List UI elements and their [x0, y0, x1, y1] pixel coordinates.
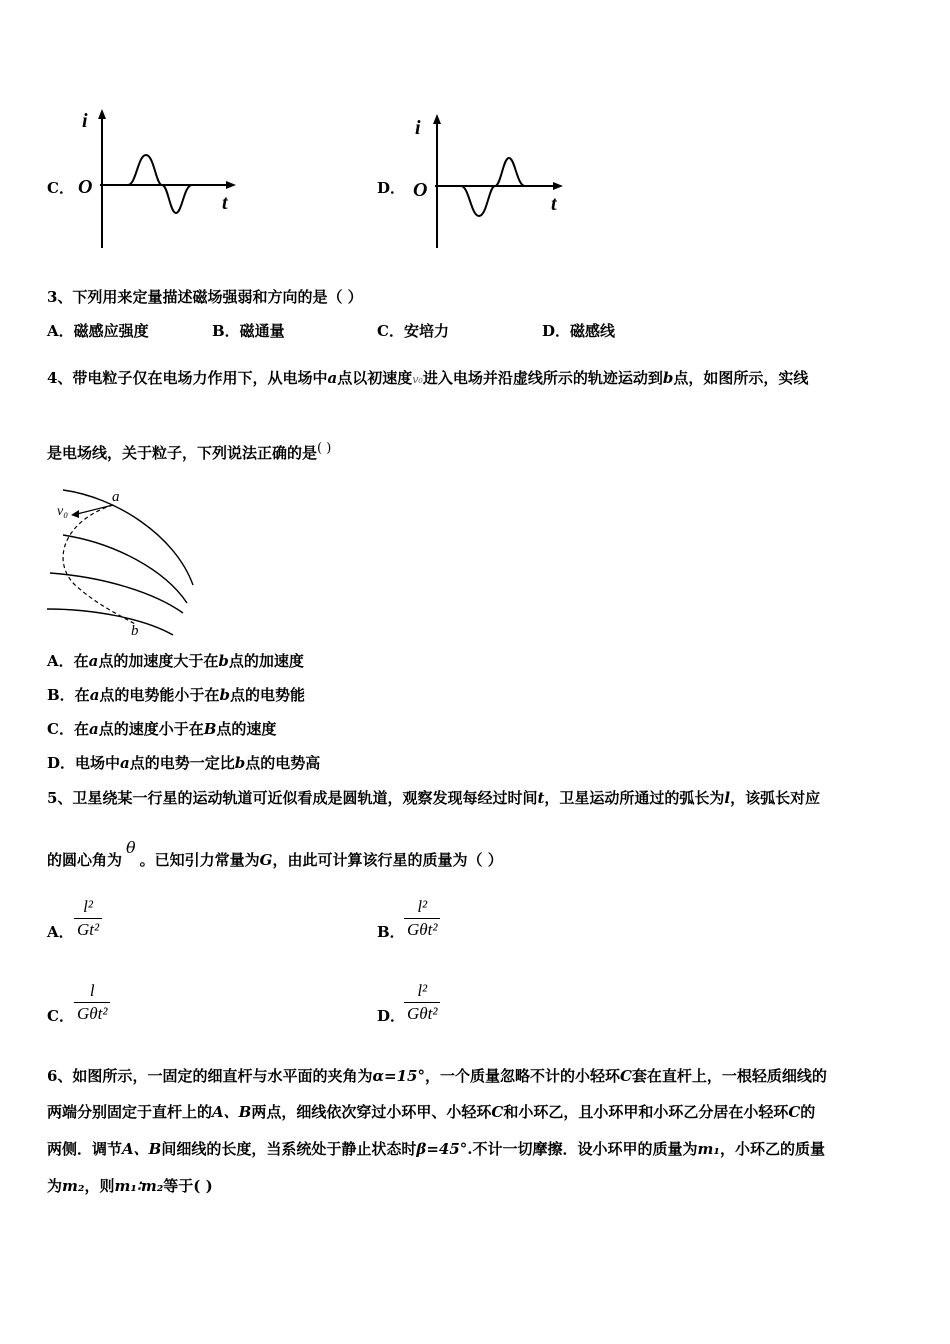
q5-l1-post: ，该弧长对应 [730, 789, 821, 807]
q4-option-c [47, 718, 276, 739]
graph-c-origin: O [78, 176, 93, 198]
graph-d-axis-i: i [415, 117, 421, 139]
fig-label-a: a [112, 489, 120, 505]
q3-stem: 3、下列用来定量描述磁场强弱和方向的是（ ） [47, 288, 363, 306]
q4-d-post: 点的电势高 [245, 754, 321, 772]
q4-d-var-b: b [234, 754, 246, 772]
q6-l2-mid: 两点，细线依次穿过小环甲、小轻环 [251, 1103, 492, 1121]
q4-option-a [47, 650, 304, 671]
q4-b-pre: B．在 [47, 686, 90, 704]
graph-d-axis-t: t [551, 193, 557, 215]
q6-l1-post: 套在直杆上，一根轻质细线的 [631, 1067, 827, 1085]
q4-v0: v₀ [412, 373, 423, 386]
q4-l1-mid: 点以初速度 [337, 369, 413, 387]
q4-d-mid: 点的电势一定比 [129, 754, 235, 772]
q5-option-d-label: D． [377, 1007, 406, 1025]
q4-l2: 是电场线，关于粒子，下列说法正确的是 [47, 444, 318, 462]
graph-c-t-arrow [226, 181, 236, 189]
q4-c-var-a: a [88, 720, 99, 738]
q6-l2-c2: C [788, 1103, 801, 1121]
trajectory [63, 505, 137, 625]
q4-paren: ( ) [317, 441, 332, 456]
q4-var-b: b [662, 369, 674, 387]
q4-a-var-b: b [218, 652, 229, 670]
fig-label-b: b [131, 623, 139, 639]
q6-stem-line2 [47, 1101, 815, 1122]
q6-stem-line1 [47, 1065, 827, 1086]
graph-d-origin: O [413, 179, 428, 201]
graph-c [70, 105, 250, 255]
q5-d-den: Gθt² [407, 1004, 438, 1023]
q5-d-num: l² [417, 981, 428, 1000]
q4-option-d [47, 752, 320, 773]
q5-l1-mid: ，卫星运动所通过的弧长为 [544, 789, 725, 807]
q4-d-pre: D．电场中 [47, 754, 121, 772]
q6-l4-post: 等于( ) [163, 1177, 213, 1195]
q4-a-var-a: a [88, 652, 99, 670]
q4-b-var-b: b [219, 686, 230, 704]
q5-c-den: Gθt² [77, 1004, 108, 1023]
q6-l4-pre: 为 [47, 1177, 63, 1195]
q6-m2: m₂ [62, 1177, 85, 1195]
graph-d-i-arrow [433, 114, 441, 124]
q4-b-mid: 点的电势能小于在 [99, 686, 220, 704]
q4-a-post: 点的加速度 [228, 652, 304, 670]
q6-l3-end: ，小环乙的质量 [719, 1140, 825, 1158]
graph-c-axis-i: i [82, 110, 88, 132]
q4-l1-end: 点，如图所示，实线 [673, 369, 809, 387]
q6-l3-pre: 两侧．调节 [47, 1140, 123, 1158]
q5-var-t: t [537, 789, 545, 807]
q6-l2-c: C [491, 1103, 504, 1121]
q6-l3-post: .不计一切摩擦．设小环甲的质量为 [467, 1140, 698, 1158]
q5-option-c-fraction [74, 981, 110, 1024]
q6-stem-line4 [47, 1175, 213, 1196]
graph-d-t-arrow [553, 182, 563, 190]
q6-l1-mid: ，一个质量忽略不计的小轻环 [424, 1067, 620, 1085]
q5-option-b-fraction [404, 897, 440, 940]
q6-l2-post: 和小环乙，且小环甲和小环乙分居在小轻环 [503, 1103, 789, 1121]
q3-option-a: A．磁感应强度 [47, 322, 149, 340]
q4-b-post: 点的电势能 [229, 686, 305, 704]
velocity-arrowhead [71, 510, 79, 518]
q6-l2-end: 的 [800, 1103, 816, 1121]
q5-l1-pre: 5、卫星绕某一行星的运动轨道可近似看成是圆轨道，观察发现每经过时间 [47, 789, 538, 807]
q5-a-num: l² [83, 897, 93, 916]
q6-var-ab: A、B [212, 1103, 252, 1121]
q5-b-den: Gθt² [407, 920, 438, 939]
q3-option-c: C．安培力 [377, 322, 449, 340]
q5-l2-mid: 。已知引力常量为 [139, 851, 260, 869]
q4-var-a: a [327, 369, 338, 387]
q4-c-mid: 点的速度小于在 [98, 720, 204, 738]
graph-c-i-arrow [98, 109, 106, 119]
q6-ratio: m₁∶m₂ [114, 1177, 164, 1195]
q6-l4-mid: ，则 [84, 1177, 115, 1195]
q5-l2-post: ，由此可计算该行星的质量为（ ） [272, 851, 503, 869]
option-d-label: D． [377, 179, 406, 197]
q5-option-c-label: C． [47, 1007, 74, 1025]
q5-var-g: G [259, 851, 273, 869]
q4-l1-post: 进入电场并沿虚线所示的轨迹运动到 [422, 369, 663, 387]
q5-l2-pre: 的圆心角为 [47, 851, 123, 869]
q6-l3-ab: A、B [122, 1140, 162, 1158]
q4-stem-line1 [47, 367, 808, 388]
q3-option-d: D．磁感线 [542, 322, 616, 340]
q6-l3-mid: 间细线的长度，当系统处于静止状态时 [161, 1140, 417, 1158]
q5-option-a-label: A． [47, 923, 74, 941]
q5-a-den: Gt² [77, 920, 100, 939]
q4-a-pre: A．在 [47, 652, 89, 670]
q4-field-figure [45, 485, 205, 640]
q6-l2-pre: 两端分别固定于直杆上的 [47, 1103, 213, 1121]
q4-stem-line2 [47, 442, 331, 463]
q5-option-a-fraction [74, 897, 102, 940]
q6-var-c: C [619, 1067, 632, 1085]
q6-alpha: α=15° [372, 1067, 425, 1085]
field-line-4 [47, 609, 173, 635]
q5-stem-line2 [47, 838, 503, 870]
q5-b-num: l² [417, 897, 428, 916]
q6-stem-line3 [47, 1138, 825, 1159]
q6-m1: m₁ [697, 1140, 720, 1158]
graph-d [405, 110, 585, 260]
q4-d-var-a: a [120, 754, 130, 772]
q4-c-var-b: B [203, 720, 217, 738]
q5-theta: θ [126, 838, 136, 857]
fig-label-v0: v₀ [57, 504, 69, 519]
q6-beta: β=45° [416, 1140, 468, 1158]
field-line-1 [63, 490, 193, 585]
q4-c-post: 点的速度 [216, 720, 277, 738]
q4-c-pre: C．在 [47, 720, 89, 738]
q4-option-b [47, 684, 305, 705]
q6-l1-pre: 6、如图所示，一固定的细直杆与水平面的夹角为 [47, 1067, 373, 1085]
q5-c-num: l [89, 981, 95, 1000]
q3-option-b: B．磁通量 [212, 322, 285, 340]
q4-a-mid: 点的加速度大于在 [98, 652, 219, 670]
q5-option-d-fraction [404, 981, 440, 1024]
q5-option-b-label: B． [377, 923, 405, 941]
q4-l1-pre: 4、带电粒子仅在电场力作用下，从电场中 [47, 369, 328, 387]
q5-var-l: l [724, 789, 731, 807]
graph-c-axis-t: t [222, 192, 228, 214]
q4-b-var-a: a [89, 686, 100, 704]
q5-stem-line1 [47, 787, 820, 808]
option-c-label: C． [47, 179, 74, 197]
